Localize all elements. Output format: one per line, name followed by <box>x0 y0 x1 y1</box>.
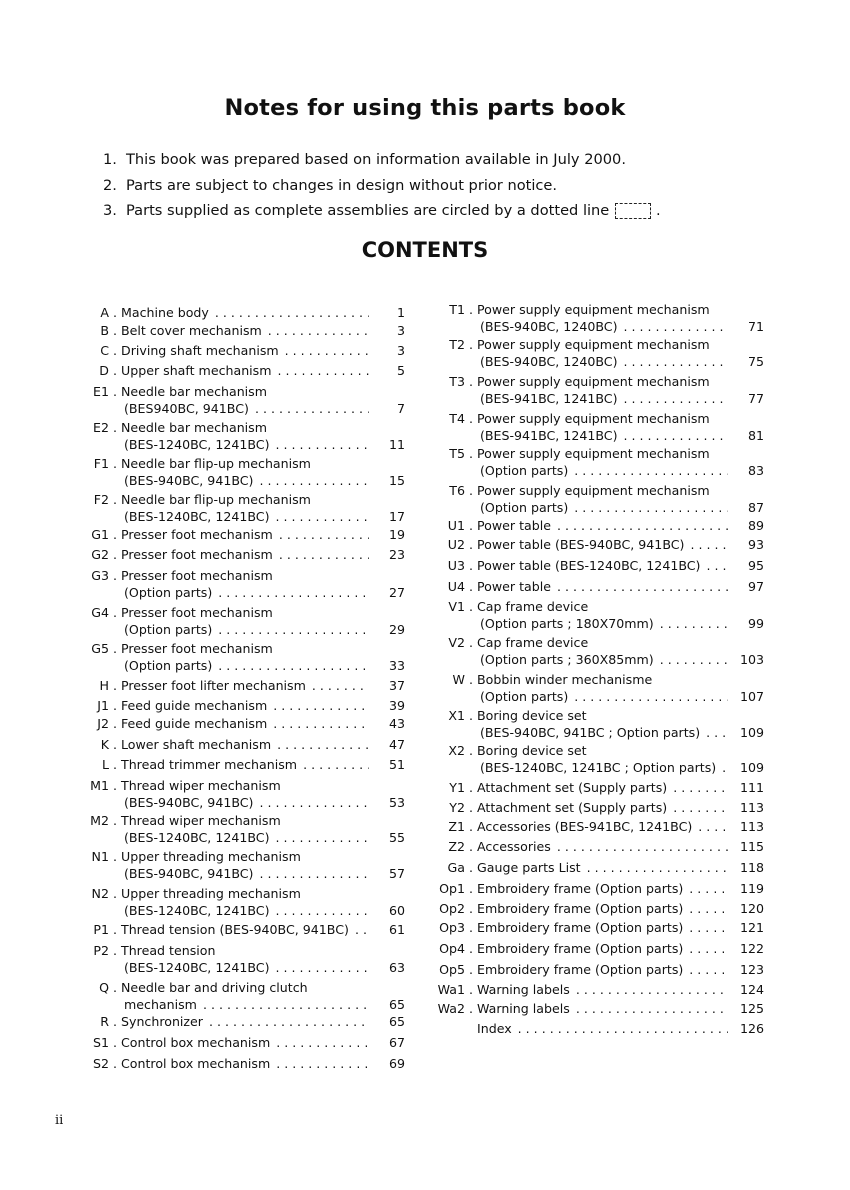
toc-entry-page: 53 <box>388 794 405 810</box>
toc-entry-title <box>477 518 734 534</box>
dot-leader <box>623 391 728 407</box>
toc-title-text: (Option parts) <box>124 621 213 637</box>
toc-entry-title <box>477 839 734 855</box>
toc-entry-title: Presser foot mechanism <box>121 641 273 656</box>
toc-entry-code: H . <box>99 678 117 693</box>
toc-entry-page: 109 <box>739 759 764 775</box>
toc-title-text: (Option parts) <box>480 688 569 704</box>
toc-entry-page: 77 <box>747 390 764 406</box>
toc-entry-page: 120 <box>739 901 764 916</box>
toc-entry-page: 61 <box>388 922 405 937</box>
toc-entry <box>0 518 850 535</box>
toc-entry <box>0 881 850 898</box>
toc-entry-code: T2 . <box>449 337 473 352</box>
toc-entry-code: X2 . <box>448 743 473 758</box>
toc-entry-page: 3 <box>396 323 405 338</box>
toc-entry <box>0 302 850 335</box>
toc-entry <box>0 901 850 918</box>
toc-title-text: Control box mechanism <box>121 1056 271 1071</box>
toc-title-text: Gauge parts List <box>477 860 581 875</box>
toc-entry-title: Power supply equipment mechanism <box>477 374 710 389</box>
toc-entry-title <box>477 579 734 595</box>
toc-title-text: Feed guide mechanism <box>121 716 268 731</box>
toc-entry <box>0 635 850 668</box>
toc-entry-title <box>477 941 734 957</box>
toc-entry-title <box>477 558 734 574</box>
toc-entry <box>0 819 850 836</box>
toc-entry-page: 107 <box>739 688 764 704</box>
toc-entry-code: F1 . <box>93 456 117 471</box>
toc-entry-page: 69 <box>388 1056 405 1071</box>
toc-entry-page: 109 <box>739 724 764 740</box>
toc-entry-page: 126 <box>739 1021 764 1036</box>
toc-entry-title <box>121 1056 375 1072</box>
toc-entry-page: 60 <box>388 902 405 918</box>
toc-entry-code: E2 . <box>93 420 117 435</box>
dot-leader <box>557 839 728 855</box>
toc-entry-page: 51 <box>388 757 405 772</box>
toc-entry <box>0 839 850 856</box>
toc-entry-code: T1 . <box>449 302 473 317</box>
toc-entry-title <box>480 391 734 407</box>
contents-title: CONTENTS <box>361 238 489 262</box>
toc-entry-title: Power supply equipment mechanism <box>477 302 710 317</box>
toc-entry-title <box>480 463 734 479</box>
toc-entry-page: 103 <box>739 651 764 667</box>
toc-title-text: (BES-941BC, 1241BC) <box>480 390 618 406</box>
toc-entry-code: G1 . <box>91 527 117 542</box>
toc-entry-title <box>480 500 734 516</box>
toc-title-text: Power table <box>477 518 551 533</box>
toc-title-text: (Option parts) <box>480 462 569 478</box>
dot-leader <box>689 920 728 936</box>
toc-entry-page: 118 <box>739 860 764 875</box>
dot-leader <box>660 616 728 632</box>
toc-entry <box>0 483 850 516</box>
toc-entry-code: Op5 . <box>439 962 473 977</box>
toc-title-text: Feed guide mechanism <box>121 698 268 713</box>
toc-title-text: Embroidery frame (Option parts) <box>477 881 684 896</box>
toc-title-text: Power table (BES-940BC, 941BC) <box>477 537 685 552</box>
dot-leader <box>557 518 728 534</box>
toc-entry <box>0 860 850 877</box>
toc-entry-title: Power supply equipment mechanism <box>477 411 710 426</box>
toc-entry-title <box>477 537 734 553</box>
toc-entry-page: 113 <box>739 819 764 834</box>
dot-leader <box>574 689 728 705</box>
dot-leader <box>689 881 728 897</box>
toc-entry-code: W . <box>452 672 473 687</box>
toc-entry-code: A . <box>100 305 117 320</box>
toc-entry-code: G2 . <box>91 547 117 562</box>
toc-title-text: (Option parts) <box>124 584 213 600</box>
toc-entry-code: Wa2 . <box>437 1001 473 1016</box>
toc-entry-page: 93 <box>747 537 764 552</box>
toc-title-text: (BES-1240BC, 1241BC) <box>124 436 270 452</box>
toc-entry-page: 125 <box>739 1001 764 1016</box>
toc-entry-code: Ga . <box>447 860 473 875</box>
toc-entry-code: Z1 . <box>448 819 473 834</box>
toc-entry-page: 47 <box>388 737 405 752</box>
toc-entry-code: R . <box>100 1014 117 1029</box>
toc-title-text: (Option parts ; 180X70mm) <box>480 615 654 631</box>
toc-title-text: (BES940BC, 941BC) <box>124 400 249 416</box>
toc-entry-page: 95 <box>747 558 764 573</box>
note-suffix: . <box>655 202 661 219</box>
toc-entry-code: V1 . <box>448 599 473 614</box>
toc-title-text: (Option parts) <box>124 657 213 673</box>
toc-entry-code: J1 . <box>97 698 117 713</box>
toc-entry-code: S1 . <box>92 1035 117 1050</box>
note-item <box>103 201 661 227</box>
toc-entry-code: N2 . <box>91 886 117 901</box>
toc-title-text: Machine body <box>121 305 209 320</box>
toc-entry-code: G4 . <box>91 605 117 620</box>
toc-entry-title: Thread tension <box>121 943 216 958</box>
toc-entry <box>0 599 850 632</box>
toc-entry-page: 115 <box>739 839 764 854</box>
toc-title-text: (BES-1240BC, 1241BC) <box>124 902 270 918</box>
dot-leader <box>623 428 728 444</box>
dot-leader <box>706 725 728 741</box>
toc-entry-page: 111 <box>739 780 764 795</box>
toc-entry-title: Thread wiper mechanism <box>121 813 281 828</box>
toc-entry <box>0 708 850 741</box>
note-item <box>103 176 661 202</box>
toc-entry-page: 65 <box>388 996 405 1012</box>
toc-entry-title <box>477 800 734 816</box>
toc-entry-title <box>477 881 734 897</box>
dot-leader <box>689 962 728 978</box>
toc-entry-title <box>480 689 734 705</box>
toc-entry-title: Thread wiper mechanism <box>121 778 281 793</box>
dot-leader <box>690 537 728 553</box>
notes-list <box>103 150 661 227</box>
toc-title-text: Presser foot lifter mechanism <box>121 678 306 693</box>
dot-leader <box>576 982 728 998</box>
toc-title-text: (BES-940BC, 941BC ; Option parts) <box>480 724 701 740</box>
toc-entry-page: 39 <box>388 698 405 713</box>
toc-entry-code: V2 . <box>448 635 473 650</box>
toc-entry-page: 75 <box>747 353 764 369</box>
toc-entry-code: Y2 . <box>449 800 473 815</box>
toc-title-text: Control box mechanism <box>121 1035 271 1050</box>
dot-leader <box>574 500 728 516</box>
toc-entry-title: Boring device set <box>477 708 587 723</box>
toc-entry-code: P1 . <box>93 922 117 937</box>
toc-title-text: Embroidery frame (Option parts) <box>477 901 684 916</box>
toc-title-text: mechanism <box>124 996 197 1012</box>
toc-entry-page: 81 <box>747 427 764 443</box>
toc-title-text: (BES-940BC, 1240BC) <box>480 353 618 369</box>
toc-entry-page: 121 <box>739 920 764 935</box>
toc-entry-page: 1 <box>396 305 405 320</box>
toc-title-text: Warning labels <box>477 1001 570 1016</box>
toc-entry-page: 65 <box>388 1014 405 1029</box>
toc-entry-code: P2 . <box>93 943 117 958</box>
toc-title-text: (BES-940BC, 941BC) <box>124 472 254 488</box>
toc-title-text: Presser foot mechanism <box>121 527 273 542</box>
toc-entry-title: Bobbin winder mechanisme <box>477 672 653 687</box>
toc-entry-page: 122 <box>739 941 764 956</box>
toc-entry-title <box>477 901 734 917</box>
toc-entry-title <box>477 920 734 936</box>
toc-title-text: (BES-941BC, 1241BC) <box>480 427 618 443</box>
toc-entry-code: L . <box>101 757 117 772</box>
toc-entry <box>0 446 850 479</box>
dot-leader <box>574 463 728 479</box>
toc-entry <box>0 1056 850 1073</box>
toc-entry-title: Cap frame device <box>477 599 589 614</box>
note-text: Parts supplied as complete assemblies are circled by a dotted line <box>126 202 610 219</box>
toc-title-text: (BES-1240BC, 1241BC) <box>124 959 270 975</box>
toc-entry-code: Z2 . <box>448 839 473 854</box>
toc-entry <box>0 337 850 370</box>
dot-leader <box>623 354 728 370</box>
toc-entry-code: Wa1 . <box>437 982 473 997</box>
dot-leader <box>276 1056 369 1072</box>
toc-entry-code: Op4 . <box>439 941 473 956</box>
toc-title-text: Driving shaft mechanism <box>121 343 279 358</box>
toc-entry-code: F2 . <box>93 492 117 507</box>
toc-entry-title: Cap frame device <box>477 635 589 650</box>
toc-entry-title: Needle bar and driving clutch <box>121 980 308 995</box>
toc-entry-title <box>477 1001 734 1017</box>
page-folio: ii <box>55 1113 64 1128</box>
toc-title-text: Presser foot mechanism <box>121 547 273 562</box>
toc-entry <box>0 920 850 937</box>
toc-entry-code: U2 . <box>447 537 473 552</box>
note-text: Parts are subject to changes in design without prior notice. <box>126 176 558 194</box>
toc-entry-code: Op2 . <box>439 901 473 916</box>
toc-entry-code: G3 . <box>91 568 117 583</box>
note-number: 1. <box>103 151 117 168</box>
toc-entry-page: 124 <box>739 982 764 997</box>
toc-title-text: Lower shaft mechanism <box>121 737 272 752</box>
toc-entry <box>0 374 850 407</box>
toc-entry-code: T5 . <box>449 446 473 461</box>
toc-entry-code: B . <box>100 323 117 338</box>
dot-leader <box>673 780 728 796</box>
toc-entry <box>0 1021 850 1038</box>
note-item <box>103 150 661 176</box>
toc-entry-title: Needle bar mechanism <box>121 420 268 435</box>
toc-entry-page: 17 <box>388 508 405 524</box>
toc-title-text: (BES-940BC, 1240BC) <box>480 318 618 334</box>
toc-title-text: Index <box>477 1021 512 1036</box>
toc-entry-title: Needle bar flip-up mechanism <box>121 492 311 507</box>
toc-entry-title <box>480 652 734 668</box>
toc-entry-code: M2 . <box>90 813 117 828</box>
toc-entry-page: 27 <box>388 584 405 600</box>
dot-leader <box>660 652 728 668</box>
toc-title-text: (BES-1240BC, 1241BC) <box>124 508 270 524</box>
toc-entry-code: U3 . <box>447 558 473 573</box>
toc-title-text: Thread trimmer mechanism <box>121 757 298 772</box>
toc-title-text: (BES-940BC, 941BC) <box>124 865 254 881</box>
toc-entry-page: 71 <box>747 318 764 334</box>
toc-entry <box>0 579 850 596</box>
dot-leader <box>698 819 728 835</box>
toc-entry-code: S2 . <box>92 1056 117 1071</box>
toc-title-text: Synchronizer <box>121 1014 203 1029</box>
toc-title-text: Accessories <box>477 839 551 854</box>
toc-entry-title <box>477 819 734 835</box>
toc-title-text: (Option parts) <box>480 499 569 515</box>
toc-entry-page: 113 <box>739 800 764 815</box>
dot-leader <box>518 1021 728 1037</box>
toc-entry-code: J2 . <box>97 716 117 731</box>
toc-title-text: (BES-1240BC, 1241BC ; Option parts) <box>480 759 717 775</box>
toc-entry-page: 63 <box>388 959 405 975</box>
dot-leader <box>689 941 728 957</box>
page-title: Notes for using this parts book <box>224 95 626 121</box>
toc-entry-code: D . <box>99 363 117 378</box>
note-number: 2. <box>103 176 117 194</box>
dot-leader <box>673 800 728 816</box>
dot-leader <box>722 760 728 776</box>
toc-entry-title: Boring device set <box>477 743 587 758</box>
note-number: 3. <box>103 202 117 219</box>
toc-entry-title: Presser foot mechanism <box>121 568 273 583</box>
toc-entry-title <box>477 1021 734 1037</box>
toc-entry-title: Upper threading mechanism <box>121 886 301 901</box>
toc-entry-page: 97 <box>747 579 764 594</box>
toc-entry-code: M1 . <box>90 778 117 793</box>
toc-entry-page: 23 <box>388 547 405 562</box>
toc-entry-page: 3 <box>396 343 405 358</box>
toc-title-text: Attachment set (Supply parts) <box>477 780 668 795</box>
toc-entry-page: 29 <box>388 621 405 637</box>
toc-entry-code: N1 . <box>91 849 117 864</box>
toc-entry-code: K . <box>100 737 117 752</box>
toc-entry <box>0 1001 850 1018</box>
toc-title-text: (BES-1240BC, 1241BC) <box>124 829 270 845</box>
toc-title-text: Belt cover mechanism <box>121 323 262 338</box>
toc-entry-code: T4 . <box>449 411 473 426</box>
toc-entry-page: 83 <box>747 462 764 478</box>
toc-entry-title: Power supply equipment mechanism <box>477 337 710 352</box>
toc-entry-title <box>480 616 734 632</box>
toc-entry-title: Power supply equipment mechanism <box>477 483 710 498</box>
toc-entry <box>0 800 850 817</box>
note-text: This book was prepared based on information available in July 2000. <box>126 151 626 168</box>
toc-entry-code: C . <box>100 343 117 358</box>
toc-entry-page: 33 <box>388 657 405 673</box>
toc-entry-code: U4 . <box>447 579 473 594</box>
toc-entry-page: 87 <box>747 499 764 515</box>
toc-entry <box>0 672 850 705</box>
dotted-line-sample <box>615 203 651 219</box>
toc-entry-page: 99 <box>747 615 764 631</box>
toc-title-text: Thread tension (BES-940BC, 941BC) <box>121 922 349 937</box>
toc-entry <box>0 411 850 444</box>
toc-entry-page: 37 <box>388 678 405 693</box>
toc-entry-page: 43 <box>388 716 405 731</box>
toc-entry-code: T3 . <box>449 374 473 389</box>
toc-entry-title <box>477 780 734 796</box>
toc-entry-page: 55 <box>388 829 405 845</box>
toc-entry-page: 89 <box>747 518 764 533</box>
toc-entry-title: Power supply equipment mechanism <box>477 446 710 461</box>
toc-entry-title <box>480 760 734 776</box>
toc-entry-page: 119 <box>739 881 764 896</box>
toc-entry <box>0 959 850 979</box>
toc-entry-title <box>480 354 734 370</box>
toc-entry-code: T6 . <box>449 483 473 498</box>
toc-entry <box>0 743 850 776</box>
toc-title-text: (Option parts ; 360X85mm) <box>480 651 654 667</box>
toc-entry-page: 5 <box>396 363 405 378</box>
toc-entry-page: 123 <box>739 962 764 977</box>
toc-title-text: Attachment set (Supply parts) <box>477 800 668 815</box>
toc-entry-page: 67 <box>388 1035 405 1050</box>
toc-entry-code: Op1 . <box>439 881 473 896</box>
dot-leader <box>587 860 728 876</box>
toc-entry <box>0 537 850 554</box>
dot-leader <box>623 319 728 335</box>
toc-entry-page: 11 <box>388 436 405 452</box>
toc-title-text: (BES-940BC, 941BC) <box>124 794 254 810</box>
toc-entry <box>0 941 850 958</box>
toc-entry-code: Y1 . <box>449 780 473 795</box>
toc-entry-code: Op3 . <box>439 920 473 935</box>
toc-title-text: Accessories (BES-941BC, 1241BC) <box>477 819 693 834</box>
toc-entry-title <box>480 428 734 444</box>
toc-entry-code: G5 . <box>91 641 117 656</box>
dot-leader <box>557 579 728 595</box>
toc-entry-page: 19 <box>388 527 405 542</box>
toc-entry <box>0 558 850 575</box>
toc-entry-title <box>480 319 734 335</box>
toc-entry-title: Needle bar flip-up mechanism <box>121 456 311 471</box>
toc-entry-code: E1 . <box>93 384 117 399</box>
toc-title-text: Embroidery frame (Option parts) <box>477 941 684 956</box>
dot-leader <box>576 1001 728 1017</box>
toc-entry-code: X1 . <box>448 708 473 723</box>
dot-leader <box>689 901 728 917</box>
toc-title-text: Warning labels <box>477 982 570 997</box>
toc-title-text: Embroidery frame (Option parts) <box>477 920 684 935</box>
toc-title-text: Upper shaft mechanism <box>121 363 272 378</box>
toc-entry-code: Q . <box>99 980 117 995</box>
toc-entry <box>0 780 850 797</box>
toc-entry-page: 7 <box>396 400 405 416</box>
toc-entry <box>0 982 850 999</box>
toc-entry-title <box>477 982 734 998</box>
toc-entry-page: 15 <box>388 472 405 488</box>
toc-title-text: Power table (BES-1240BC, 1241BC) <box>477 558 701 573</box>
toc-entry-page: 57 <box>388 865 405 881</box>
toc-entry-title <box>480 725 734 741</box>
toc-entry-code: U1 . <box>447 518 473 533</box>
toc-entry-title: Needle bar mechanism <box>121 384 268 399</box>
toc-entry-title <box>477 860 734 876</box>
toc-title-text: Embroidery frame (Option parts) <box>477 962 684 977</box>
toc-entry-title: Presser foot mechanism <box>121 605 273 620</box>
toc-title-text: Power table <box>477 579 551 594</box>
dot-leader <box>706 558 728 574</box>
toc-entry-title <box>477 962 734 978</box>
toc-entry-title: Upper threading mechanism <box>121 849 301 864</box>
